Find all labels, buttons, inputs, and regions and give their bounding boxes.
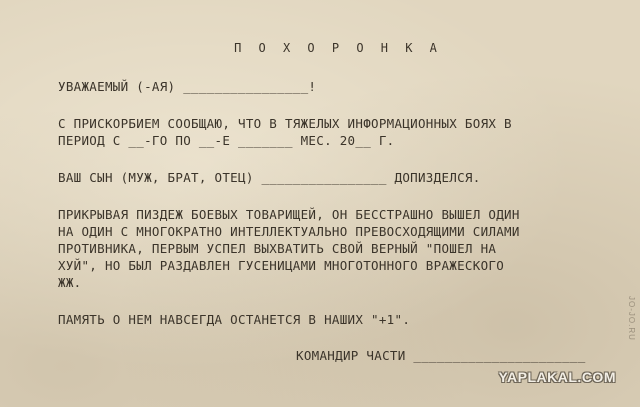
signature-line: КОМАНДИР ЧАСТИ ______________________	[296, 348, 586, 363]
paragraph-relative: ВАШ СЫН (МУЖ, БРАТ, ОТЕЦ) ________________ ДОПИЗДЕЛСЯ.	[58, 170, 481, 185]
text-line: ПЕРИОД С __-ГО ПО __-Е _______ МЕС. 20__ Г.	[58, 133, 395, 148]
text-line: ЖЖ.	[58, 275, 82, 290]
paragraph-condolence	[58, 115, 598, 149]
text-line: С ПРИСКОРБИЕМ СООБЩАЮ, ЧТО В ТЯЖЕЛЫХ ИНФОРМАЦИОННЫХ БОЯХ В	[58, 116, 512, 131]
text-line: НА ОДИН С МНОГОКРАТНО ИНТЕЛЛЕКТУАЛЬНО ПРЕВОСХОДЯЩИМИ СИЛАМИ	[58, 224, 520, 239]
side-watermark: JO-JO.RU	[627, 296, 636, 341]
paragraph-story	[58, 206, 598, 291]
document-body	[58, 40, 598, 364]
text-line: ХУЙ", НО БЫЛ РАЗДАВЛЕН ГУСЕНИЦАМИ МНОГОТОННОГО ВРАЖЕСКОГО	[58, 258, 505, 273]
paragraph-memory: ПАМЯТЬ О НЕМ НАВСЕГДА ОСТАНЕТСЯ В НАШИХ "+1".	[58, 312, 411, 327]
greeting-line: УВАЖАЕМЫЙ (-АЯ) ________________!	[58, 79, 317, 94]
document-title: П О Х О Р О Н К А	[234, 41, 442, 55]
watermark-logo: YAPLAKAL.COM	[498, 369, 616, 385]
text-line: ПРОТИВНИКА, ПЕРВЫМ УСПЕЛ ВЫХВАТИТЬ СВОЙ ВЕРНЫЙ "ПОШЕЛ НА	[58, 241, 497, 256]
text-line: ПРИКРЫВАЯ ПИЗДЕЖ БОЕВЫХ ТОВАРИЩЕЙ, ОН БЕССТРАШНО ВЫШЕЛ ОДИН	[58, 207, 520, 222]
